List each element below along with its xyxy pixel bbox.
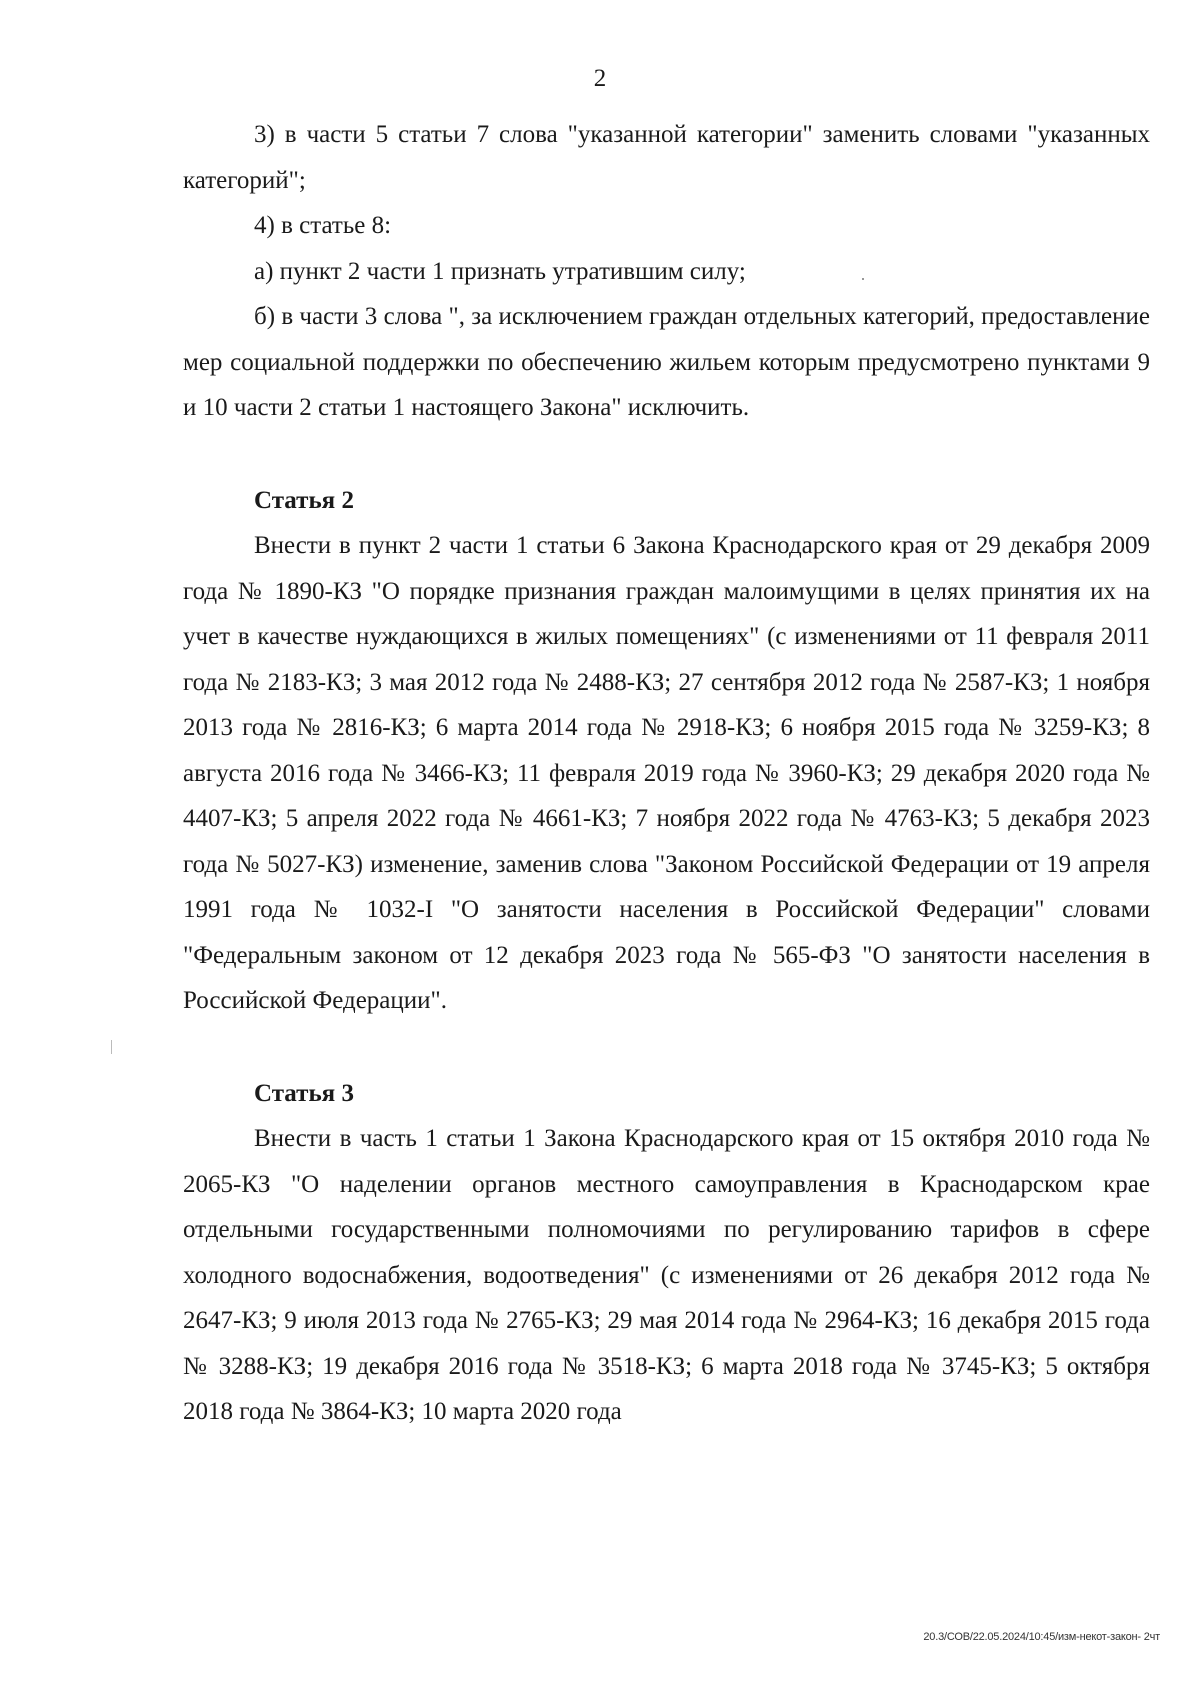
paragraph-item-3: 3) в части 5 статьи 7 слова "указанной категории" заменить словами "указанных категорий"; [183,121,1150,194]
scan-artifact-mark [111,1040,112,1054]
article-2-heading: Статья 2 [254,486,354,514]
paragraph-item-4: 4) в статье 8: [254,212,392,239]
page-number: 2 [593,65,607,92]
article-3-text: Внести в часть 1 статьи 1 Закона Краснодарского края от 15 октября 2010 года № 2065-КЗ "О наделении органов местного самоуправления в Краснодарском крае отдельными государственными полномочиями по регулированию тарифов в сфере холодного водоснабжения, водоотведения" (с изменениями от 26 декабря 2012 года № 2647-КЗ; 9 июля 2013 года № 2765-КЗ; 29 мая 2014 года № 2964-КЗ; 16 декабря 2015 года № 3288-КЗ; 19 декабря 2016 года № 3518-КЗ; 6 марта 2018 года № 3745-КЗ; 5 октября 2018 года № 3864-КЗ; 10 марта 2020 года [183,1125,1150,1425]
paragraph-subitem-a: а) пункт 2 части 1 признать утратившим силу; [254,257,746,285]
paragraph-subitem-b: б) в части 3 слова ", за исключением граждан отдельных категорий, предоставление мер социальной поддержки по обеспечению жильем которым предусмотрено пунктами 9 и 10 части 2 статьи 1 настоящего Закона" исключить. [183,303,1150,421]
document-body [183,112,1150,1435]
document-footer-code: 20.3/СОВ/22.05.2024/10:45/изм-некот-закон- 2чт [923,1631,1160,1643]
article-2-text: Внести в пункт 2 части 1 статьи 6 Закона Краснодарского края от 29 декабря 2009 года № 1890-КЗ "О порядке признания граждан малоимущими в целях принятия их на учет в качестве нуждающихся в жилых помещениях" (с изменениями от 11 февраля 2011 года № 2183-КЗ; 3 мая 2012 года № 2488-КЗ; 27 сентября 2012 года № 2587-КЗ; 1 ноября 2013 года № 2816-КЗ; 6 марта 2014 года № 2918-КЗ; 6 ноября 2015 года № 3259-КЗ; 8 августа 2016 года № 3466-КЗ; 11 февраля 2019 года № 3960-КЗ; 29 декабря 2020 года № 4407-КЗ; 5 апреля 2022 года № 4661-КЗ; 7 ноября 2022 года № 4763-КЗ; 5 декабря 2023 года № 5027-КЗ) изменение, заменив слова "Законом Российской Федерации от 19 апреля 1991 года № 1032-I "О занятости населения в Российской Федерации" словами "Федеральным законом от 12 декабря 2023 года № 565-ФЗ "О занятости населения в Российской Федерации". [183,532,1150,1014]
article-3-heading: Статья 3 [254,1079,354,1107]
